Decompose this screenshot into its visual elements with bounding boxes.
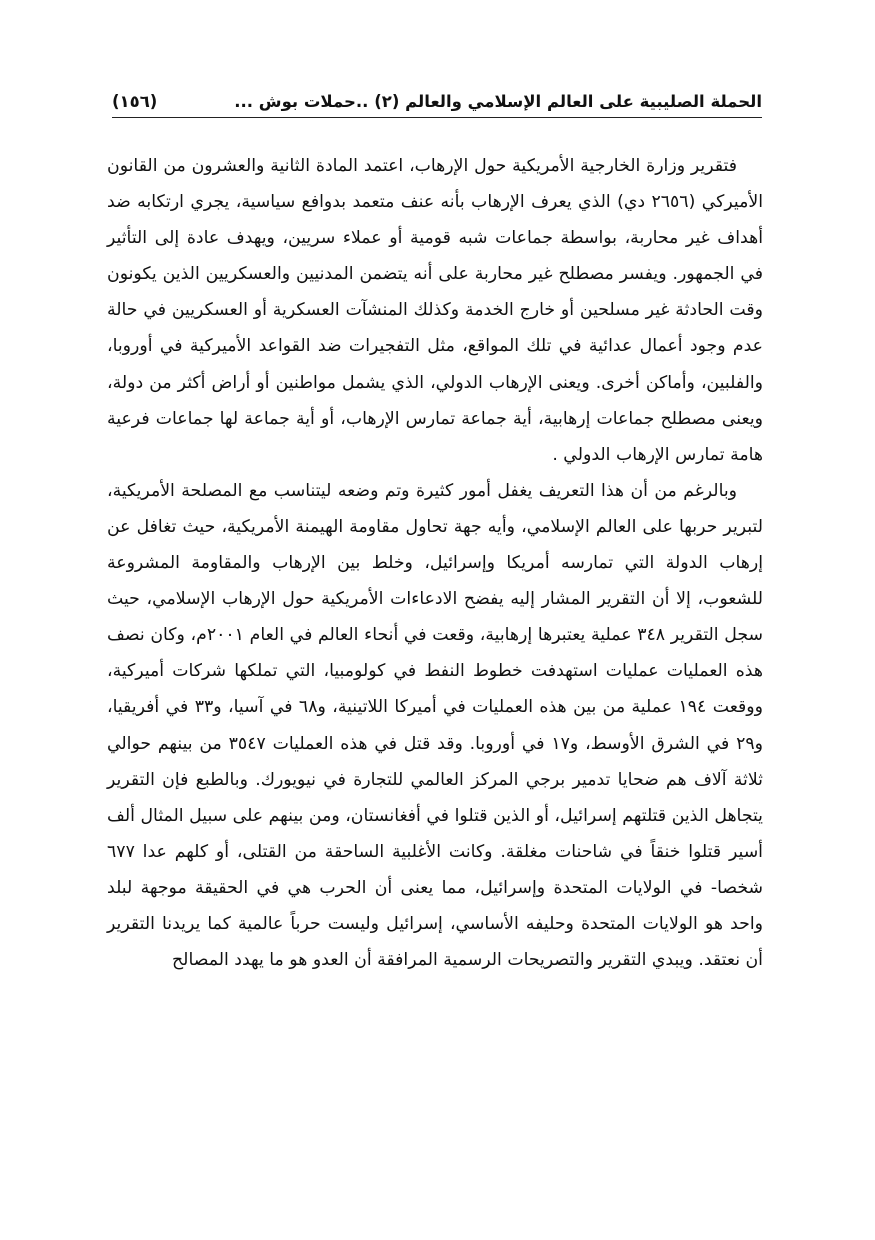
paragraph: فتقرير وزارة الخارجية الأمريكية حول الإرهاب، اعتمد المادة الثانية والعشرون من القانون الأميركي (٢٦٥٦ دي) الذي يعرف الإرهاب بأنه عنف متعمد بدوافع سياسية، يجري ارتكابه ضد أهداف غير محاربة، بواسطة جماعات شبه قومية أو عملاء سريين، ويهدف عادة إلى التأثير في الجمهور. ويفسر مصطلح غير محاربة على أنه يتضمن المدنيين والعسكريين الذين يكونون وقت الحادثة غير مسلحين أو خارج الخدمة وكذلك المنشآت العسكرية أو العسكريين في حالة عدم وجود أعمال عدائية في تلك المواقع، مثل التفجيرات ضد القواعد الأميركية في أوروبا، والفلبين، وأماكن أخرى. ويعنى الإرهاب الدولي، الذي يشمل مواطنين أو أراض أكثر من دولة، ويعنى مصطلح جماعات إرهابية، أية جماعة تمارس الإرهاب، أو أية جماعة لها جماعات فرعية هامة تمارس الإرهاب الدولي .: [107, 156, 763, 465]
running-header: [112, 88, 762, 114]
page-number: (١٥٦): [112, 91, 158, 111]
header-title: الحملة الصليبية على العالم الإسلامي والعالم (٢) ..حملات بوش ...: [234, 91, 762, 111]
header-divider: [112, 117, 762, 118]
body-text: [107, 148, 763, 978]
paragraph: وبالرغم من أن هذا التعريف يغفل أمور كثيرة وتم وضعه ليتناسب مع المصلحة الأمريكية، لتبرير حربها على العالم الإسلامي، وأيه جهة تحاول مقاومة الهيمنة الأمريكية، حيث تغافل عن إرهاب الدولة التي تمارسه أمريكا وإسرائيل، وخلط بين الإرهاب والمقاومة المشروعة للشعوب، إلا أن التقرير المشار إليه يفضح الادعاءات الأمريكية حول الإرهاب الإسلامي، حيث سجل التقرير ٣٤٨ عملية يعتبرها إرهابية، وقعت في أنحاء العالم في العام ٢٠٠١م، وكان نصف هذه العمليات عمليات استهدفت خطوط النفط في كولومبيا، التي تملكها شركات أميركية، ووقعت ١٩٤ عملية من بين هذه العمليات في أميركا اللاتينية، و٦٨ في آسيا، و٣٣ في أفريقيا، و٢٩ في الشرق الأوسط، و١٧ في أوروبا. وقد قتل في هذه العمليات ٣٥٤٧ من بينهم حوالي ثلاثة آلاف هم ضحايا تدمير برجي المركز العالمي للتجارة في نيويورك. وبالطبع فإن التقرير يتجاهل الذين قتلتهم إسرائيل، أو الذين قتلوا في أفغانستان، ومن بينهم على سبيل المثال ألف أسير قتلوا خنقاً في شاحنات مغلقة. وكانت الأغلبية الساحقة من القتلى، أو كلهم عدا ٦٧٧ شخصا- في الولايات المتحدة وإسرائيل، مما يعنى أن الحرب هي في الحقيقة موجهة لبلد واحد هو الولايات المتحدة وحليفه الأساسي، إسرائيل وليست حرباً عالمية كما يريدنا التقرير أن نعتقد. ويبدي التقرير والتصريحات الرسمية المرافقة أن العدو هو ما يهدد المصالح: [107, 480, 763, 971]
